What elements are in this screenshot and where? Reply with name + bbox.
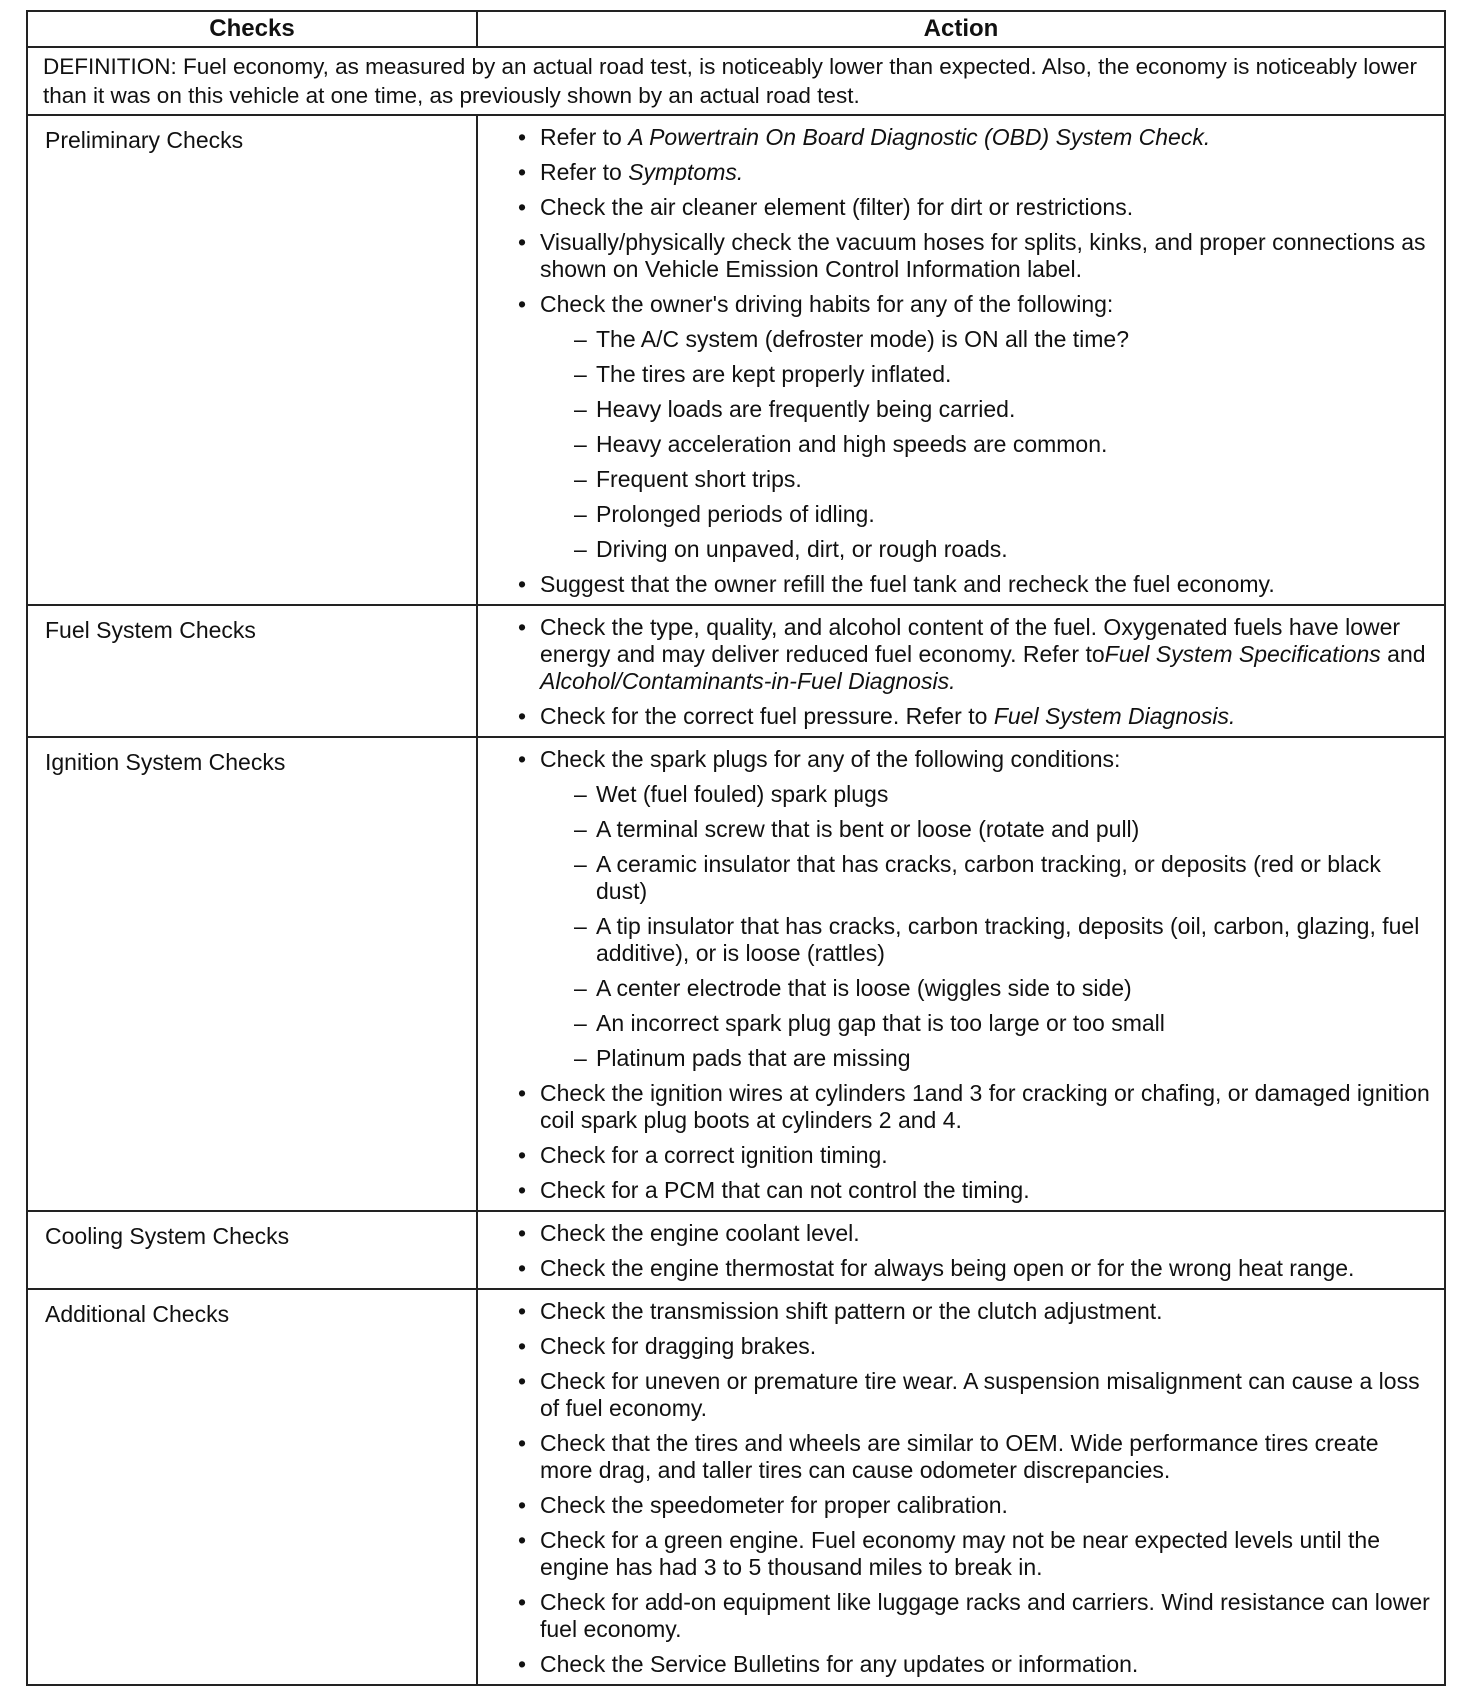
sub-item: – The A/C system (defroster mode) is ON all the time?: [540, 326, 1432, 353]
check-category: Ignition System Checks: [27, 737, 477, 1211]
action-text: Check for a PCM that can not control the timing.: [540, 1177, 1030, 1203]
diagnostic-table: [26, 10, 1446, 1686]
sub-item: – Wet (fuel fouled) spark plugs: [540, 781, 1432, 808]
table-row: [27, 1289, 1445, 1685]
action-item: [516, 194, 1432, 221]
reference-text: A Powertrain On Board Diagnostic (OBD) System Check.: [628, 124, 1211, 150]
definition-row: [27, 47, 1445, 115]
action-text: Check the owner's driving habits for any of the following:: [540, 291, 1114, 317]
reference-text: Symptoms.: [628, 159, 744, 185]
action-text: Check the ignition wires at cylinders 1and 3 for cracking or chafing, or damaged ignition coil spark plug boots at cylinders 2 and 4.: [540, 1080, 1430, 1133]
reference-text: Fuel System Diagnosis.: [993, 703, 1236, 729]
action-text: Check for add-on equipment like luggage racks and carriers. Wind resistance can lower fuel economy.: [540, 1589, 1430, 1642]
sub-item: – Heavy loads are frequently being carried.: [540, 396, 1432, 423]
sub-item: – The tires are kept properly inflated.: [540, 361, 1432, 388]
table-row: [27, 605, 1445, 737]
sub-list: [540, 326, 1432, 563]
action-item: [516, 1333, 1432, 1360]
action-text: Refer to: [540, 159, 629, 185]
action-item: [516, 703, 1432, 730]
action-cell: [477, 737, 1445, 1211]
action-text: Check that the tires and wheels are similar to OEM. Wide performance tires create more drag, and taller tires can cause odometer discrepancies.: [540, 1430, 1379, 1483]
action-text: Check the speedometer for proper calibration.: [540, 1492, 1008, 1518]
reference-text: Alcohol/Contaminants-in-Fuel Diagnosis.: [540, 668, 956, 694]
sub-list: [540, 781, 1432, 1072]
action-text: Check for the correct fuel pressure. Refer to: [540, 703, 994, 729]
action-text: Check for uneven or premature tire wear. A suspension misalignment can cause a loss of fuel economy.: [540, 1368, 1420, 1421]
action-list: [516, 1298, 1432, 1678]
action-cell: [477, 1289, 1445, 1685]
check-category: Fuel System Checks: [27, 605, 477, 737]
action-text: Check the type, quality, and alcohol content of the fuel. Oxygenated fuels have lower energy and may deliver reduced fuel economy. Refer to: [540, 614, 1401, 667]
sub-item: – Prolonged periods of idling.: [540, 501, 1432, 528]
table-row: [27, 737, 1445, 1211]
action-item: [516, 1298, 1432, 1325]
header-action: Action: [477, 11, 1445, 47]
action-item: [516, 1080, 1432, 1134]
action-item: [516, 1589, 1432, 1643]
sub-item: – A terminal screw that is bent or loose (rotate and pull): [540, 816, 1432, 843]
action-item: [516, 571, 1432, 598]
action-text: Check the engine coolant level.: [540, 1220, 860, 1246]
action-item: [516, 1220, 1432, 1247]
action-text: Check the spark plugs for any of the following conditions:: [540, 746, 1121, 772]
action-text: Visually/physically check the vacuum hoses for splits, kinks, and proper connections as shown on Vehicle Emission Control Information label.: [540, 229, 1426, 282]
action-item: [516, 1255, 1432, 1282]
action-item: [516, 614, 1432, 695]
action-item: [516, 1368, 1432, 1422]
table-row: [27, 115, 1445, 605]
action-cell: [477, 605, 1445, 737]
action-list: [516, 746, 1432, 1204]
action-list: [516, 124, 1432, 598]
action-item: [516, 1177, 1432, 1204]
action-item: [516, 746, 1432, 1072]
sub-item: – A ceramic insulator that has cracks, carbon tracking, or deposits (red or black dust): [540, 851, 1432, 905]
action-text: Check for a green engine. Fuel economy may not be near expected levels until the engine has had 3 to 5 thousand miles to break in.: [540, 1527, 1380, 1580]
action-list: [516, 614, 1432, 730]
header-checks: Checks: [27, 11, 477, 47]
action-text: Check the Service Bulletins for any updates or information.: [540, 1651, 1139, 1677]
action-text: Check for a correct ignition timing.: [540, 1142, 888, 1168]
check-category: Preliminary Checks: [27, 115, 477, 605]
action-item: [516, 124, 1432, 151]
action-item: [516, 291, 1432, 563]
action-list: [516, 1220, 1432, 1282]
action-item: [516, 159, 1432, 186]
action-text: Refer to: [540, 124, 629, 150]
sub-item: – An incorrect spark plug gap that is too large or too small: [540, 1010, 1432, 1037]
table-body: [27, 47, 1445, 1685]
table-row: [27, 1211, 1445, 1289]
sub-item: – Frequent short trips.: [540, 466, 1432, 493]
document-page: [26, 10, 1446, 1686]
sub-item: – A tip insulator that has cracks, carbon tracking, deposits (oil, carbon, glazing, fuel additive), or is loose (rattles): [540, 913, 1432, 967]
check-category: Cooling System Checks: [27, 1211, 477, 1289]
definition-text: DEFINITION: Fuel economy, as measured by an actual road test, is noticeably lower than expected. Also, the economy is noticeably lower than it was on this vehicle at one time, as previously shown by an actual road test.: [27, 47, 1445, 115]
sub-item: – Driving on unpaved, dirt, or rough roads.: [540, 536, 1432, 563]
action-item: [516, 1527, 1432, 1581]
action-text: Check for dragging brakes.: [540, 1333, 817, 1359]
action-text: Suggest that the owner refill the fuel tank and recheck the fuel economy.: [540, 571, 1275, 597]
sub-item: – Heavy acceleration and high speeds are common.: [540, 431, 1432, 458]
action-text: and: [1380, 641, 1426, 667]
action-item: [516, 1430, 1432, 1484]
reference-text: Fuel System Specifications: [1104, 641, 1381, 667]
action-cell: [477, 1211, 1445, 1289]
sub-item: – A center electrode that is loose (wiggles side to side): [540, 975, 1432, 1002]
action-text: Check the transmission shift pattern or the clutch adjustment.: [540, 1298, 1163, 1324]
action-item: [516, 1492, 1432, 1519]
action-text: Check the air cleaner element (filter) for dirt or restrictions.: [540, 194, 1134, 220]
table-header-row: [27, 11, 1445, 47]
action-item: [516, 1142, 1432, 1169]
action-cell: [477, 115, 1445, 605]
action-item: [516, 1651, 1432, 1678]
sub-item: – Platinum pads that are missing: [540, 1045, 1432, 1072]
action-text: Check the engine thermostat for always being open or for the wrong heat range.: [540, 1255, 1355, 1281]
action-item: [516, 229, 1432, 283]
check-category: Additional Checks: [27, 1289, 477, 1685]
